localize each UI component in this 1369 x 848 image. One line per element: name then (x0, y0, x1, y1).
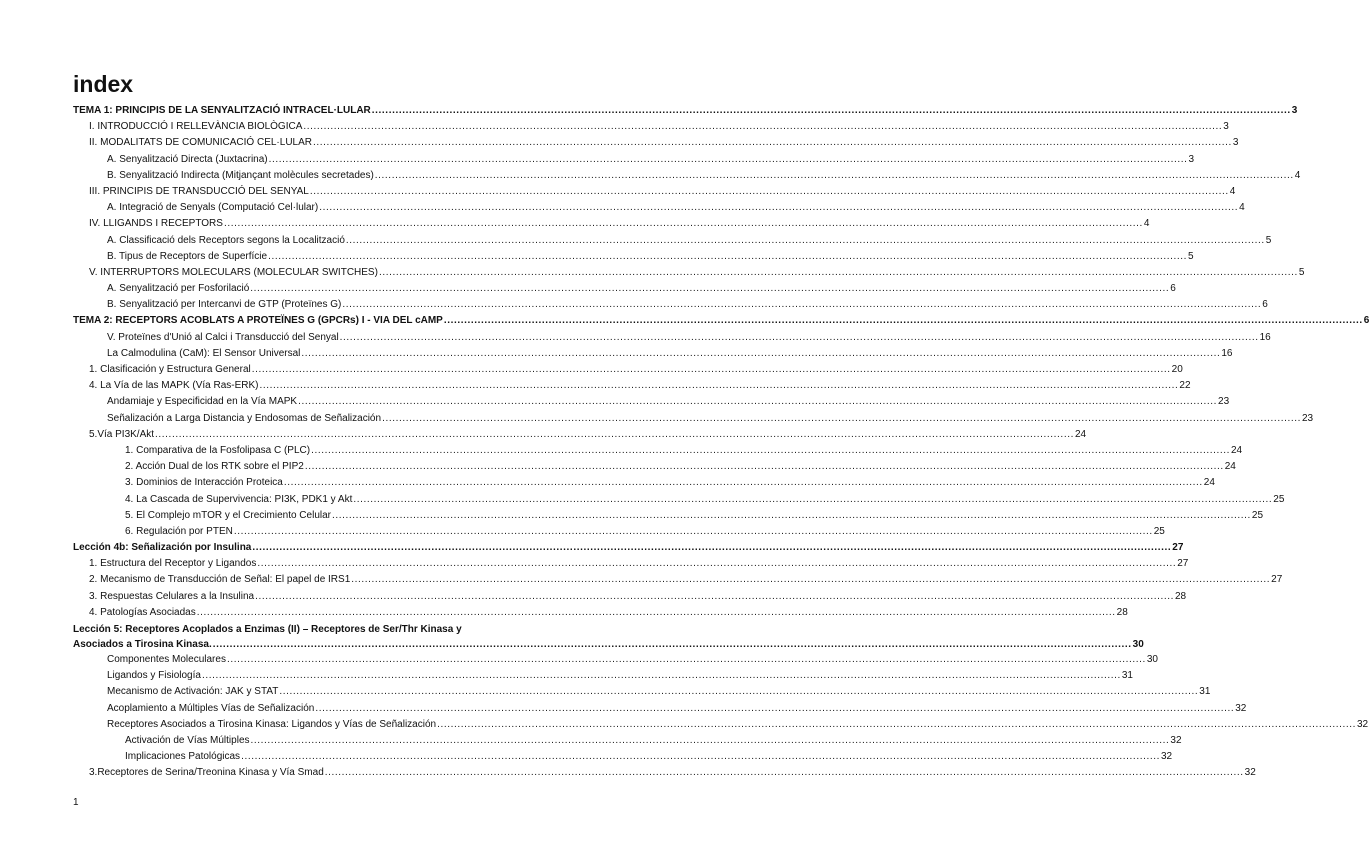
toc-entry-page: 27 (1177, 558, 1189, 570)
toc-entry[interactable] (73, 265, 1305, 281)
toc-leader-dots (202, 668, 1121, 684)
toc-entry[interactable] (73, 701, 1247, 717)
toc-leader-dots (257, 556, 1176, 572)
toc-entry-title: A. Senyalització per Fosforilació (107, 283, 250, 295)
toc-entry-page: 23 (1218, 396, 1230, 408)
toc-entry[interactable] (73, 589, 1187, 605)
toc-entry-page: 24 (1230, 444, 1243, 456)
toc-leader-dots (315, 701, 1234, 717)
toc-entry[interactable] (73, 540, 1184, 556)
toc-leader-dots (437, 717, 1356, 733)
toc-entry[interactable] (73, 459, 1236, 475)
toc-entry[interactable] (73, 733, 1182, 749)
toc-leader-dots (227, 652, 1146, 668)
toc-entry[interactable] (73, 249, 1194, 265)
toc-entry-title: 4. La Cascada de Supervivencia: PI3K, PDK1 y Akt (125, 493, 353, 505)
toc-leader-dots (379, 265, 1298, 281)
toc-entry[interactable] (73, 749, 1173, 765)
toc-section-main (73, 103, 1369, 621)
toc-entry[interactable] (73, 378, 1191, 394)
toc-entry-title: IV. LLIGANDS I RECEPTORS (89, 218, 223, 230)
toc-entry-page: 28 (1116, 606, 1128, 618)
toc-entry-title: 2. Acción Dual de los RTK sobre el PIP2 (125, 461, 304, 473)
toc-leader-dots (311, 443, 1230, 459)
toc-entry-row2 (73, 637, 1144, 652)
toc-entry[interactable] (73, 200, 1245, 216)
toc-entry-title: 1. Comparativa de la Fosfolipasa C (PLC) (125, 444, 311, 456)
toc-entry-page: 30 (1132, 639, 1144, 650)
toc-entry[interactable] (73, 492, 1285, 508)
toc-entry-page: 25 (1153, 525, 1165, 537)
toc-entry-page: 5 (1265, 234, 1272, 246)
toc-entry-title: TEMA 2: RECEPTORS ACOBLATS A PROTEÏNES G (GPCRs) I - VIA DEL cAMP (73, 315, 443, 327)
toc-entry[interactable] (73, 135, 1239, 151)
toc-entry[interactable] (73, 216, 1150, 232)
toc-leader-dots (346, 233, 1265, 249)
toc-entry-page: 32 (1244, 767, 1256, 779)
toc-entry-page: 25 (1251, 509, 1264, 521)
toc-entry-title: TEMA 1: PRINCIPIS DE LA SENYALITZACIÓ INTRACEL·LULAR (73, 105, 371, 116)
toc-leader-dots (250, 281, 1169, 297)
toc-entry-title: Señalización a Larga Distancia y Endosomas de Señalización (107, 412, 382, 424)
toc-leader-dots (342, 297, 1261, 313)
toc-entry-page: 5 (1298, 266, 1305, 278)
toc-leader-dots (340, 330, 1259, 346)
toc-entry-title: 4. La Vía de las MAPK (Vía Ras-ERK) (89, 380, 259, 392)
toc-leader-dots (213, 637, 1132, 652)
toc-entry[interactable] (73, 394, 1230, 410)
toc-entry[interactable] (73, 313, 1369, 329)
toc-entry[interactable] (73, 684, 1211, 700)
toc-entry-page: 6 (1170, 283, 1176, 295)
toc-entry-lesson-5[interactable] (73, 621, 1144, 652)
toc-entry[interactable] (73, 765, 1256, 781)
toc-entry[interactable] (73, 443, 1243, 459)
toc-leader-dots (284, 475, 1203, 491)
toc-entry-title: 5. El Complejo mTOR y el Crecimiento Celular (125, 509, 331, 521)
toc-section-lesson-5 (73, 652, 1369, 782)
toc-entry[interactable] (73, 652, 1158, 668)
toc-entry-title: A. Classificació dels Receptors segons la Localització (107, 234, 345, 246)
toc-entry-page: 27 (1271, 574, 1283, 586)
toc-entry-title: A. Senyalització Directa (Juxtacrina) (107, 153, 268, 165)
toc-entry-page: 5 (1188, 250, 1194, 262)
toc-entry[interactable] (73, 411, 1314, 427)
toc-entry-page: 23 (1301, 412, 1314, 424)
toc-entry-title: 3.Receptores de Serina/Treonina Kinasa y Vía Smad (89, 767, 324, 779)
toc-entry[interactable] (73, 103, 1298, 119)
toc-entry[interactable] (73, 475, 1215, 491)
toc-entry-title-line1: Lección 5: Receptores Acoplados a Enzimas (II) – Receptores de Ser/Thr Kinasa y (73, 624, 462, 635)
toc-entry-page: 4 (1239, 202, 1245, 214)
toc-entry[interactable] (73, 362, 1183, 378)
toc-leader-dots (260, 378, 1179, 394)
toc-entry-page: 3 (1188, 153, 1195, 165)
toc-entry[interactable] (73, 605, 1128, 621)
toc-leader-dots (319, 200, 1238, 216)
toc-entry-page: 4 (1229, 185, 1236, 197)
toc-entry[interactable] (73, 556, 1189, 572)
toc-entry-page: 20 (1171, 364, 1183, 375)
toc-entry[interactable] (73, 330, 1271, 346)
toc-entry[interactable] (73, 152, 1195, 168)
toc-entry-title: Mecanismo de Activación: JAK y STAT (107, 686, 279, 698)
toc-entry-page: 27 (1172, 542, 1184, 554)
toc-entry-title-line2: Asociados a Tirosina Kinasa. (73, 639, 212, 650)
toc-entry-page: 24 (1224, 461, 1236, 473)
page-title: index (73, 71, 134, 97)
toc-entry-page: 32 (1357, 718, 1369, 730)
toc-entry-title: 5.Vía PI3K/Akt (89, 428, 155, 440)
toc-entry-page: 31 (1121, 670, 1133, 682)
toc-entry-title: B. Senyalització per Intercanvi de GTP (Proteïnes G) (107, 299, 342, 311)
toc-leader-dots (444, 313, 1363, 329)
toc-entry-page: 28 (1175, 590, 1187, 602)
toc-leader-dots (301, 346, 1220, 362)
toc-entry-page: 3 (1232, 137, 1239, 149)
toc-leader-dots (305, 459, 1224, 475)
toc-entry-title: 6. Regulación por PTEN (125, 525, 233, 537)
toc-entry-page: 16 (1259, 331, 1271, 343)
toc-entry-title: Implicaciones Patológicas (125, 751, 241, 763)
toc-entry-page: 32 (1160, 751, 1173, 763)
toc-entry-title: II. MODALITATS DE COMUNICACIÓ CEL·LULAR (89, 137, 312, 149)
toc-entry-page: 32 (1235, 702, 1247, 714)
toc-entry-page: 30 (1146, 654, 1158, 665)
toc-entry-page: 3 (1223, 121, 1229, 133)
toc-entry-title: Ligandos y Fisiología (107, 670, 201, 682)
footer-page-number: 1 (73, 797, 79, 808)
toc-entry-page: 4 (1143, 218, 1150, 230)
toc-entry-title: I. INTRODUCCIÓ I RELLEVÀNCIA BIOLÒGICA (89, 121, 303, 133)
toc-entry-title: B. Senyalització Indirecta (Mitjançant molècules secretades) (107, 169, 374, 181)
toc-leader-dots (252, 540, 1171, 556)
toc-entry-title: 1. Estructura del Receptor y Ligandos (89, 558, 257, 570)
toc-entry[interactable] (73, 184, 1236, 200)
toc-leader-dots (298, 394, 1217, 410)
toc-leader-dots (372, 103, 1291, 119)
toc-entry-title: 2. Mecanismo de Transducción de Señal: El papel de IRS1 (89, 574, 351, 586)
toc-entry[interactable] (73, 427, 1087, 443)
toc-leader-dots (332, 508, 1251, 524)
toc-entry[interactable] (73, 281, 1176, 297)
toc-entry-title: III. PRINCIPIS DE TRANSDUCCIÓ DEL SENYAL (89, 185, 309, 197)
toc-leader-dots (313, 135, 1232, 151)
toc-entry-page: 32 (1170, 734, 1182, 746)
toc-entry-title: B. Tipus de Receptors de Superfície (107, 250, 268, 262)
toc-leader-dots (351, 572, 1270, 588)
toc-entry-title: Andamiaje y Especificidad en la Vía MAPK (107, 396, 298, 408)
toc-entry-page: 25 (1273, 493, 1285, 505)
toc-leader-dots (197, 605, 1116, 621)
toc-entry-page: 4 (1294, 169, 1301, 181)
toc-entry-page: 6 (1262, 299, 1268, 311)
toc-entry-page: 24 (1074, 428, 1087, 440)
toc-entry-title: Componentes Moleculares (107, 654, 226, 665)
table-of-contents (73, 103, 1369, 782)
toc-leader-dots (155, 427, 1074, 443)
toc-entry-title: V. INTERRUPTORS MOLECULARS (MOLECULAR SWITCHES) (89, 266, 378, 278)
toc-entry-page: 3 (1291, 105, 1298, 116)
toc-entry-title: 1. Clasificación y Estructura General (89, 364, 251, 375)
toc-entry-page: 16 (1221, 347, 1233, 359)
toc-leader-dots (241, 749, 1160, 765)
toc-entry-title: 4. Patologías Asociadas (89, 606, 196, 618)
toc-entry-title: Lección 4b: Señalización por Insulina (73, 542, 252, 554)
toc-leader-dots (224, 216, 1143, 232)
toc-entry-title: Receptores Asociados a Tirosina Kinasa: Ligandos y Vías de Señalización (107, 718, 437, 730)
toc-entry[interactable] (73, 168, 1301, 184)
toc-entry-page: 24 (1203, 477, 1215, 489)
toc-leader-dots (325, 765, 1244, 781)
toc-entry[interactable] (73, 297, 1268, 313)
toc-entry-page: 31 (1199, 686, 1211, 698)
toc-entry[interactable] (73, 668, 1133, 684)
toc-entry[interactable] (73, 508, 1264, 524)
toc-entry-title: Acoplamiento a Múltiples Vías de Señalización (107, 702, 315, 714)
toc-leader-dots (269, 152, 1188, 168)
toc-leader-dots (234, 524, 1153, 540)
toc-leader-dots (255, 589, 1174, 605)
toc-leader-dots (310, 184, 1229, 200)
toc-leader-dots (382, 411, 1301, 427)
toc-entry-title: A. Integració de Senyals (Computació Cel·lular) (107, 202, 319, 214)
toc-entry[interactable] (73, 233, 1272, 249)
toc-entry-page: 22 (1179, 380, 1191, 392)
toc-leader-dots (252, 362, 1171, 378)
toc-entry[interactable] (73, 524, 1165, 540)
toc-entry[interactable] (73, 572, 1283, 588)
toc-entry[interactable] (73, 119, 1229, 135)
toc-leader-dots (279, 684, 1198, 700)
toc-leader-dots (268, 249, 1187, 265)
toc-entry[interactable] (73, 717, 1369, 733)
toc-entry-title: 3. Dominios de Interacción Proteica (125, 477, 283, 489)
toc-entry-title: Activación de Vías Múltiples (125, 734, 250, 746)
toc-entry-title: 3. Respuestas Celulares a la Insulina (89, 590, 255, 602)
toc-entry-page: 6 (1363, 315, 1369, 327)
toc-entry[interactable] (73, 346, 1233, 362)
toc-entry-title: La Calmodulina (CaM): El Sensor Universal (107, 347, 301, 359)
toc-leader-dots (251, 733, 1170, 749)
toc-leader-dots (353, 492, 1272, 508)
toc-entry-title: V. Proteïnes d'Unió al Calci i Transducció del Senyal (107, 331, 339, 343)
toc-leader-dots (303, 119, 1222, 135)
toc-leader-dots (375, 168, 1294, 184)
